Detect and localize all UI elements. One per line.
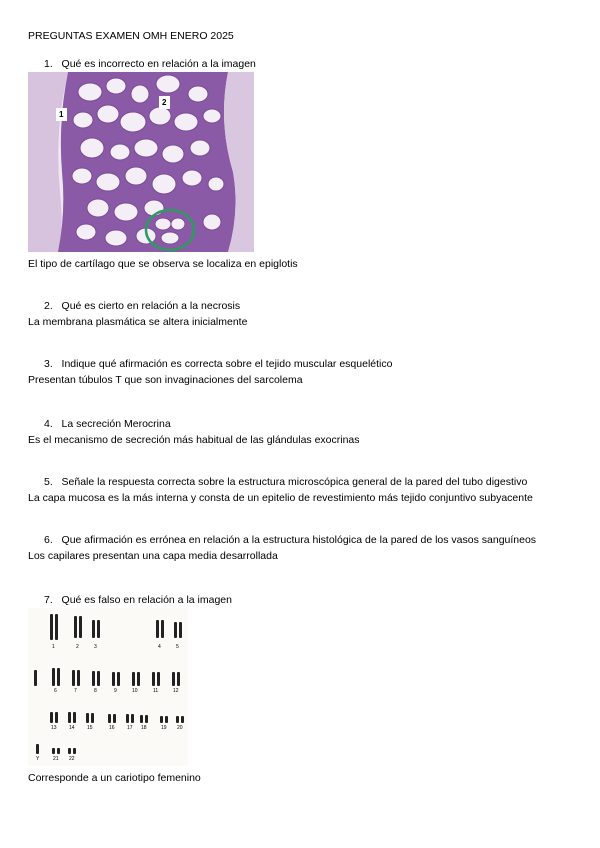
answer-2: La membrana plasmática se altera inicialmente	[28, 316, 248, 328]
answer-6: Los capilares presentan una capa media desarrollada	[28, 550, 278, 562]
answer-7: Corresponde a un cariotipo femenino	[28, 772, 201, 784]
question-number: 7.	[44, 594, 53, 606]
question-text: La secreción Merocrina	[61, 418, 171, 430]
question-text: Qué es falso en relación a la imagen	[61, 594, 232, 606]
karyotype-label-20: 20	[177, 725, 183, 731]
question-number: 1.	[44, 58, 53, 70]
question-number: 6.	[44, 534, 53, 546]
question-number: 5.	[44, 476, 53, 488]
image-label-1: 1	[59, 110, 64, 119]
question-number: 2.	[44, 300, 53, 312]
karyotype-label-10: 10	[132, 688, 138, 694]
question-4	[44, 418, 171, 430]
question-text: Indique qué afirmación es correcta sobre el tejido muscular esquelético	[61, 358, 393, 370]
karyotype-label-13: 13	[51, 725, 57, 731]
karyotype-image	[28, 608, 188, 766]
question-6	[44, 534, 536, 546]
karyotype-label-5: 5	[176, 644, 179, 650]
question-number: 3.	[44, 358, 53, 370]
karyotype-label-11: 11	[153, 688, 159, 694]
page-title: PREGUNTAS EXAMEN OMH ENERO 2025	[28, 30, 234, 42]
answer-4: Es el mecanismo de secreción más habitual de las glándulas exocrinas	[28, 434, 360, 446]
question-5	[44, 476, 527, 488]
karyotype-label-17: 17	[127, 725, 133, 731]
karyotype-label-18: 18	[141, 725, 147, 731]
question-text: Qué es cierto en relación a la necrosis	[61, 300, 241, 312]
question-1	[44, 58, 256, 70]
karyotype-label-6: 6	[54, 688, 57, 694]
question-number: 4.	[44, 418, 53, 430]
karyotype-label-7: 7	[74, 688, 77, 694]
image-label-2: 2	[162, 98, 167, 107]
karyotype-label-4: 4	[158, 644, 161, 650]
karyotype-label-19: 19	[161, 725, 167, 731]
karyotype-label-22: 22	[69, 756, 75, 762]
answer-3: Presentan túbulos T que son invaginaciones del sarcolema	[28, 374, 303, 386]
karyotype-label-y: Y	[36, 756, 40, 762]
question-7	[44, 594, 232, 606]
question-3	[44, 358, 392, 370]
karyotype-label-15: 15	[87, 725, 93, 731]
karyotype-label-2: 2	[76, 644, 79, 650]
karyotype-label-9: 9	[114, 688, 117, 694]
question-text: Señale la respuesta correcta sobre la estructura microscópica general de la pared del tubo digestivo	[61, 476, 528, 488]
karyotype-label-8: 8	[94, 688, 97, 694]
karyotype-label-3: 3	[94, 644, 97, 650]
karyotype-label-12: 12	[173, 688, 179, 694]
answer-1: El tipo de cartílago que se observa se localiza en epiglotis	[28, 258, 298, 270]
question-text: Qué es incorrecto en relación a la imagen	[61, 58, 256, 70]
karyotype-label-16: 16	[109, 725, 115, 731]
karyotype-label-1: 1	[52, 644, 55, 650]
question-2	[44, 300, 240, 312]
question-text: Que afirmación es errónea en relación a la estructura histológica de la pared de los vasos sanguíneos	[61, 534, 537, 546]
karyotype-label-14: 14	[69, 725, 75, 731]
karyotype-label-21: 21	[53, 756, 59, 762]
cartilage-histology-image	[28, 72, 254, 252]
answer-5: La capa mucosa es la más interna y consta de un epitelio de revestimiento más tejido conjuntivo subyacente	[28, 492, 533, 504]
